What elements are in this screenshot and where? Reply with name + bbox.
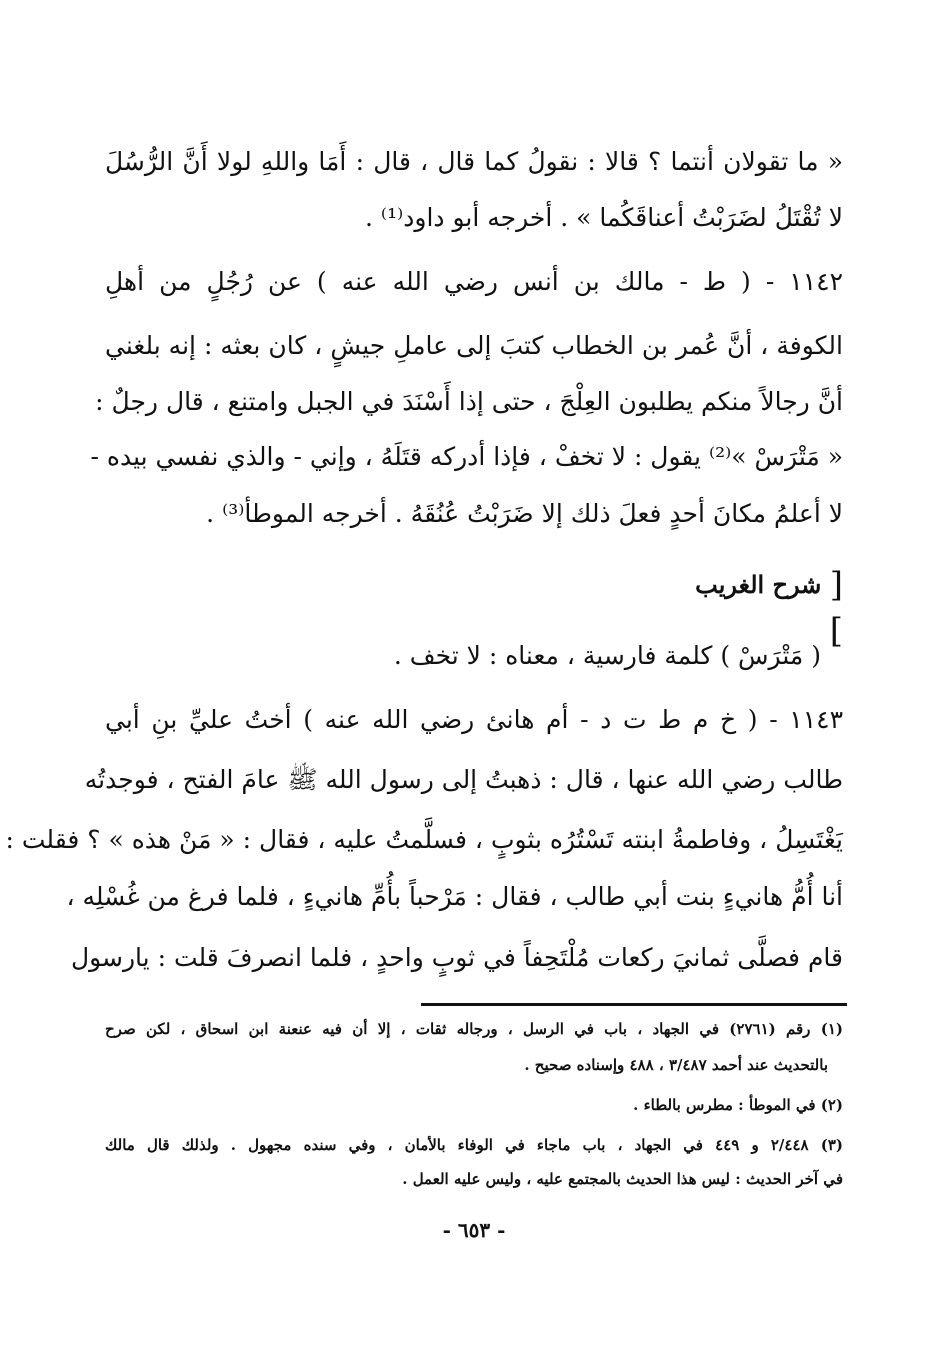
heading-label: شرح الغريب [695,570,822,599]
text-line: يَغْتَسِلُ ، وفاطمةُ ابنته تَسْتُرُه بثوبٍ ، فسلَّمتُ عليه ، فقال : « مَنْ هذه » ؟ فقلت : [5,825,843,854]
hadith-1143-line: ١١٤٣ - ( خ م ط ت د - أم هانئ رضي الله عنه ) أختُ عليِّ بنِ أبي [105,705,843,734]
text-line: طالب رضي الله عنها ، قال : ذهبتُ إلى رسول الله ﷺ عامَ الفتح ، فوجدتُه [84,765,843,794]
gloss-line: ( مَتْرَسْ ) كلمة فارسية ، معناه : لا تخف . [393,641,821,670]
text-line: لا أعلمُ مكانَ أحدٍ فعلَ ذلك إلا ضَرَبْتُ عُنُقَهُ . أخرجه الموطأ⁽³⁾ . [206,499,843,528]
hadith-1142-line: ١١٤٢ - ( ط - مالك بن أنس رضي الله عنه ) عن رُجُلٍ من أهلِ [105,267,843,296]
text-line: « ما تقولان أنتما ؟ قالا : نقولُ كما قال ، قال : أَمَا واللهِ لولا أَنَّ الرُّسُلَ [105,147,843,176]
text-line: أنا أُمُّ هانيءٍ بنت أبي طالب ، فقال : مَرْحباً بأُمِّ هانيءٍ ، فلما فرغ من غُسْلِه ، [66,882,843,911]
text-line: قام فصلَّى ثمانيَ ركعات مُلْتَحِفاً في ثوبٍ واحدٍ ، فلما انصرفَ قلت : يارسول [70,943,843,972]
gharib-heading: [ شرح الغريب ] [695,565,843,651]
footnote-2: (٢) في الموطأ : مطرس بالطاء . [633,1096,843,1114]
footnote-divider [421,1003,847,1006]
footnote-1: (١) رقم (٢٧٦١) في الجهاد ، باب في الرسل ، ورجاله ثقات ، إلا أن فيه عنعنة ابن اسحاق ، لكن صرح [105,1020,843,1038]
text-line: الكوفة ، أنَّ عُمر بن الخطاب كتبَ إلى عاملِ جيشٍ ، كان بعثه : إنه بلغني [105,331,843,360]
footnote-3-cont: في آخر الحديث : ليس هذا الحديث بالمجتمع عليه ، وليس عليه العمل . [402,1170,843,1188]
text-line: أنَّ رجالاً منكم يطلبون العِلْجَ ، حتى إذا أَسْنَدَ في الجبل وامتنع ، قال رجلٌ : [95,387,843,416]
footnote-3: (٣) ٢/٤٤٨ و ٤٤٩ في الجهاد ، باب ماجاء في الوفاء بالأمان ، وفي سنده مجهول . ولذلك قال مالك [105,1136,843,1154]
footnote-1-cont: بالتحديث عند أحمد ٣/٤٨٧ ، ٤٨٨ وإسناده صحيح . [524,1056,828,1074]
text-line: لا تُقْتَلُ لضَرَبْتُ أعناقَكُما » . أخرجه أبو داود⁽¹⁾ . [365,203,843,232]
text-line: « مَتْرَسْ »⁽²⁾ يقول : لا تخفْ ، فإذا أدركه قتَلَهُ ، وإني - والذي نفسي بيده - [90,442,843,471]
page-number: - ٦٥٣ - [442,1218,506,1242]
